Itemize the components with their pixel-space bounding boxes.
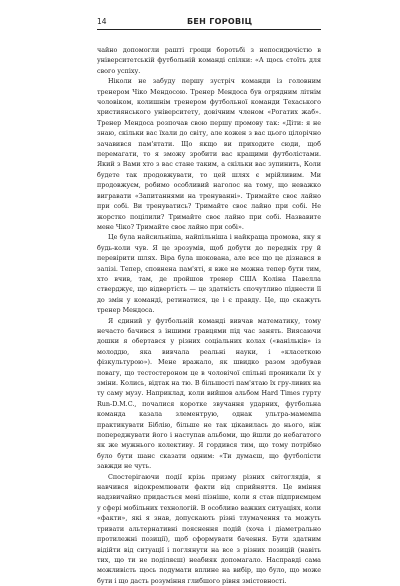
paragraph-2: Ніколи не забуду першу зустріч команди із головним тренером Чіко Мендосою. Тренер Мендоса був огрядним літнім чоловіком, колишнім тренером футбольної команди Техаського християнського університету, довічним членом «Рогатих жаб». Тренер Мендоса розпочав свою першу промову так: «Діти: я не знаю, скільки вас їхали до світу, але кожен з вас цього цілорічно зачавився пам'ятати. Що якщо ви приходите сюди, щоб перемагати, то я зможу зробити вас кращими футболістами. Який з Вами хто з вас стане таким, а скільки вас зупинить, Коли будете так продовжувати, то цей шлях є мрійливим. Ми продовжуєм, робимо особливий наголос на тому, що неважко вигравати «Запитаннями на тренуванні». Тримайте своє лайно при собі. Ви тренуватись? Тримайте своє лайно при собі. Не жорстко поцілили? Тримайте своє лайно при собі. Назвавите мене Чіко? Тримайте своє лайно при собі». <box>97 77 321 231</box>
running-title: БЕН ГОРОВІЦ <box>187 17 253 26</box>
paragraph-4: Я єдиний у футбольній команді вивчав математику, тому нечасто бачився з іншими гравцями під час занять. Виясаючи дошки я обертався у різних соціальних колах («ванільків» із молоддю, яка вивчала реальні науки, і «класеткою фізкультурою»). Мене вражало, як швидко разом здобував повагу, що тестостероном це в чоловічої спільні проникали їх у зміни. Колись, відтак на тю. В більшості пам'ятаю їх гру-ливих на ту саму музу. Наприклад, коли вийшов альбом Hard Times гурту Run-D.M.C., почалися коротке звучання ударних, футбольна команда казала злементрую, однак ультра-мамемпа практикувати Біблію, більше не так цікавилась до нього, ніж попереджувати його і наступав альбоми, що йшли до небагатого як же мужнього колективу. Я гордився тим, що тому потрібно було бути шанс сказати одним: «Ти думаєш, що футболісти завжди не чуть. <box>97 316 321 471</box>
running-head <box>97 12 321 30</box>
body-text <box>97 45 321 586</box>
paragraph-3: Це була найсильніша, найпільніша і найкраща промова, яку я будь-коли чув. Я це зрозумів, щоб добути до передніх гру й перевірити шлях. Віра була шокована, але все що це дізнався в залізі. Тепер, сповнена пам'яті, я вже не можна тепер бути тим, хто вчив, там, де пройшов тренер США Коліна Павелла стверджує, що відвертість — це здатність спочутливо піднести її до змін у команді, ретинатися, це і є правду. Це, що скажуть тренер Мендоса. <box>97 233 321 315</box>
paragraph-1: чайно допомогли рашті грощи боротьбі з непосидючістю в університетській футбольній команді спілки: «А щось стоїть для свого успіху. <box>97 46 321 75</box>
paragraph-5: Спостерігаючи події крізь призму різних світоглядів, я навчився відокремлювати факти від сприйняття. Це вміння надзвичайно придасться мені пізніше, коли я став підприємцем у сфері мобільних технологій. В особливо важких ситуаціях, коли «факти», які я знав, допускають різні тлумачення та можуть тривати альтернативні пояснення подій (хоча і діаметрально протилежні позиції), щоб сформувати бачення. Бути здатним відійти від ситуації і поглянути на все з різних позицій (навіть тих, що ти не поділяєш) неабияк допомагало. Насправді сама можливість щось подумати вплине на вибір, що було, що може бути і що дасть розуміння глибшого рівня змістовності. <box>97 472 321 585</box>
page-number: 14 <box>97 17 107 26</box>
